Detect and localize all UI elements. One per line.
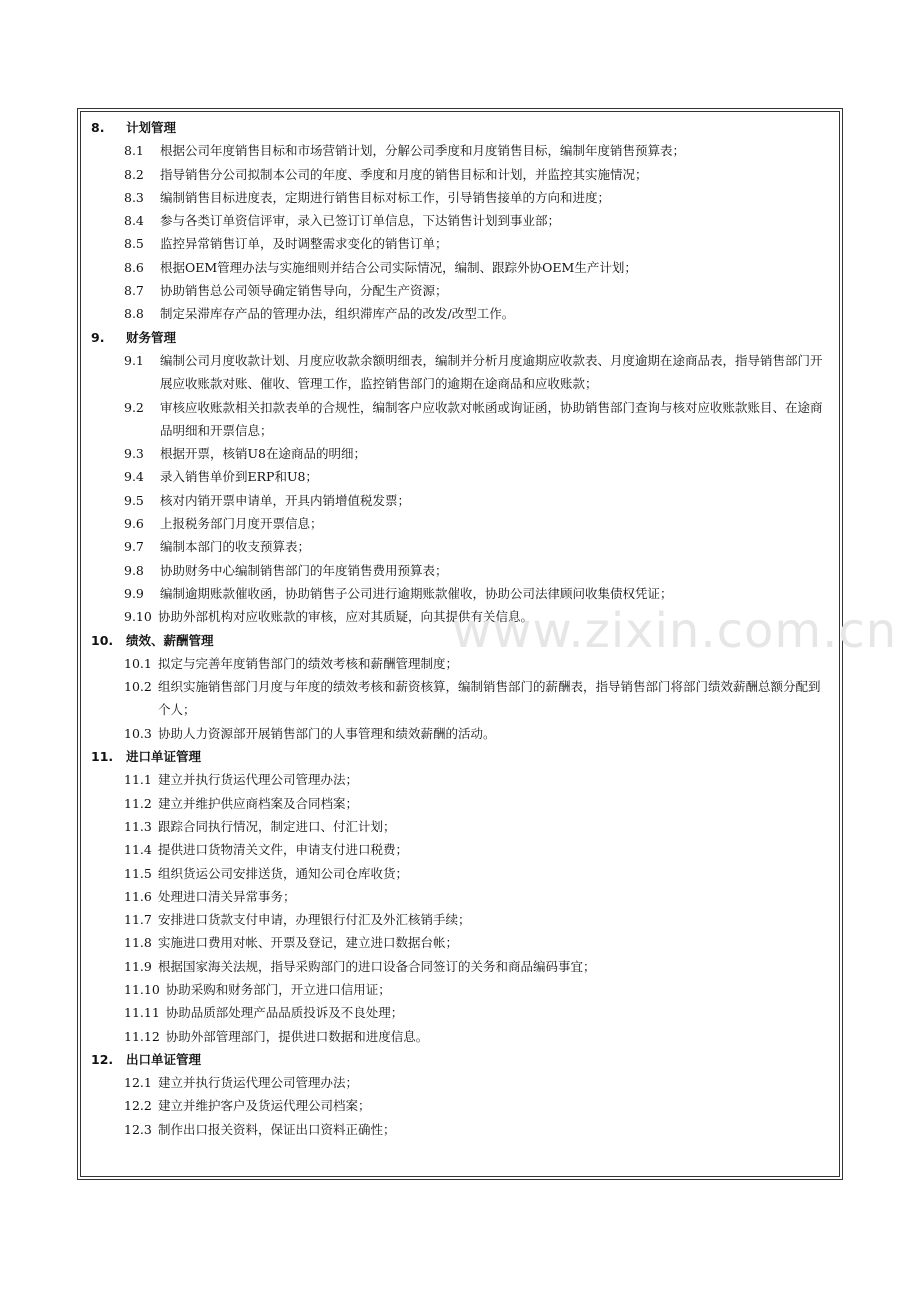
section-title: 财务管理 [126,329,177,345]
item-number: 11.8 [124,935,152,951]
item-text: 协助外部管理部门，提供进口数据和进度信息。 [165,1028,429,1044]
list-item [81,675,839,722]
item-number: 11.1 [124,772,152,788]
list-item [81,908,839,931]
item-text: 协助销售总公司领导确定销售导向，分配生产资源； [160,283,448,299]
list-item [81,559,839,582]
list-item [81,489,839,512]
item-number: 12.3 [124,1121,152,1137]
section-number: 12. [91,1051,114,1067]
list-item [81,349,839,396]
list-item [81,862,839,885]
item-text: 制定呆滞库存产品的管理办法，组织滞库产品的改发/改型工作。 [160,306,515,322]
list-item [81,535,839,558]
item-number: 8.7 [124,283,144,299]
item-number: 12.1 [124,1075,152,1091]
section-title: 出口单证管理 [126,1051,202,1067]
section-number: 11. [91,749,114,765]
list-item [81,256,839,279]
item-text: 编制销售目标进度表，定期进行销售目标对标工作，引导销售接单的方向和进度； [160,189,611,205]
item-text: 制作出口报关资料，保证出口资料正确性； [158,1121,396,1137]
list-item [81,279,839,302]
item-number: 12.2 [124,1098,152,1114]
list-item [81,605,839,628]
item-number: 11.11 [124,1005,160,1021]
item-number: 9.9 [124,585,144,601]
item-text: 建立并执行货运代理公司管理办法； [158,1075,359,1091]
list-item [81,465,839,488]
item-number: 8.8 [124,306,144,322]
item-number: 11.4 [124,842,152,858]
item-text: 编制逾期账款催收函，协助销售子公司进行逾期账款催收，协助公司法律顾问收集债权凭证； [160,585,673,601]
document-content [81,112,839,1141]
list-item [81,955,839,978]
item-text: 实施进口费用对帐、开票及登记，建立进口数据台帐； [158,935,459,951]
item-number: 10.3 [124,725,152,741]
list-item [81,582,839,605]
list-item [81,1094,839,1117]
item-text: 审核应收账款相关扣款表单的合规性，编制客户应收款对帐函或询证函，协助销售部门查询与核对应收账款账目、在途商品明细和开票信息； [160,399,823,438]
item-text: 组织货运公司安排送货，通知公司仓库收货； [158,865,409,881]
item-number: 9.2 [124,399,144,415]
list-item [81,1025,839,1048]
item-number: 9.7 [124,539,144,555]
item-number: 8.3 [124,189,144,205]
item-text: 根据OEM管理办法与实施细则并结合公司实际情况，编制、跟踪外协OEM生产计划； [160,259,637,275]
item-text: 安排进口货款支付申请，办理银行付汇及外汇核销手续； [158,912,471,928]
list-item [81,512,839,535]
list-item [81,978,839,1001]
item-number: 11.6 [124,888,152,904]
section-number: 9. [91,329,105,345]
list-item [81,442,839,465]
list-item [81,1071,839,1094]
item-text: 上报税务部门月度开票信息； [160,516,323,532]
watermark: www.zixin.com.cn [452,603,898,659]
item-number: 10.1 [124,655,152,671]
item-number: 11.5 [124,865,152,881]
document-frame [80,111,840,1177]
section-heading [81,116,839,139]
item-number: 11.7 [124,912,152,928]
item-text: 拟定与完善年度销售部门的绩效考核和薪酬管理制度； [158,655,459,671]
item-number: 8.2 [124,166,144,182]
item-number: 9.4 [124,469,144,485]
item-text: 编制公司月度收款计划、月度应收款余额明细表，编制并分析月度逾期应收款表、月度逾期在途商品表，指导销售部门开展应收账款对账、催收、管理工作，监控销售部门的逾期在途商品和应收账款； [160,352,823,392]
section-heading [81,1048,839,1071]
item-number: 9.8 [124,562,144,578]
list-item [81,931,839,954]
item-text: 组织实施销售部门月度与年度的绩效考核和薪资核算，编制销售部门的薪酬表，指导销售部门将部门绩效薪酬总额分配到个人； [158,679,821,718]
item-number: 11.10 [124,981,160,997]
section-heading [81,629,839,652]
item-text: 参与各类订单资信评审，录入已签订订单信息，下达销售计划到事业部； [160,213,561,229]
item-text: 建立并维护客户及货运代理公司档案； [158,1098,371,1114]
list-item [81,302,839,325]
list-item [81,792,839,815]
item-text: 核对内销开票申请单，开具内销增值税发票； [160,492,411,508]
section-number: 8. [91,120,105,135]
item-text: 处理进口清关异常事务； [158,888,296,904]
list-item [81,232,839,255]
item-number: 8.5 [124,236,144,252]
list-item [81,1001,839,1024]
item-number: 9.3 [124,446,144,462]
item-number: 11.9 [124,958,152,974]
item-text: 提供进口货物清关文件，申请支付进口税费； [158,842,409,858]
item-number: 9.5 [124,492,144,508]
list-item [81,815,839,838]
list-item [81,885,839,908]
section-heading [81,745,839,768]
list-item [81,722,839,745]
item-text: 协助采购和财务部门，开立进口信用证； [165,981,391,997]
item-text: 协助人力资源部开展销售部门的人事管理和绩效薪酬的活动。 [158,725,496,741]
list-item [81,1118,839,1141]
item-number: 9.6 [124,516,144,532]
item-number: 11.2 [124,795,152,811]
item-text: 协助财务中心编制销售部门的年度销售费用预算表； [160,562,448,578]
item-number: 9.1 [124,352,144,368]
section-title: 绩效、薪酬管理 [126,632,214,648]
list-item [81,186,839,209]
list-item [81,163,839,186]
section-title: 计划管理 [126,120,177,135]
list-item [81,652,839,675]
list-item [81,768,839,791]
item-number: 10.2 [124,679,152,695]
list-item [81,838,839,861]
item-text: 编制本部门的收支预算表； [160,539,311,555]
item-text: 录入销售单价到ERP和U8； [160,469,318,485]
item-number: 8.1 [124,143,144,159]
list-item [81,396,839,443]
item-number: 11.12 [124,1028,160,1044]
item-text: 协助品质部处理产品品质投诉及不良处理； [165,1005,404,1021]
item-number: 9.10 [124,609,152,625]
item-text: 监控异常销售订单，及时调整需求变化的销售订单； [160,236,448,252]
list-item [81,209,839,232]
item-number: 8.6 [124,259,144,275]
section-heading [81,326,839,349]
item-number: 11.3 [124,818,152,834]
section-number: 10. [91,632,114,648]
item-text: 指导销售分公司拟制本公司的年度、季度和月度的销售目标和计划，并监控其实施情况； [160,166,648,182]
item-text: 协助外部机构对应收账款的审核，应对其质疑，向其提供有关信息。 [158,609,534,625]
item-number: 8.4 [124,213,144,229]
item-text: 建立并执行货运代理公司管理办法； [158,772,359,788]
item-text: 根据开票，核销U8在途商品的明细； [160,446,366,462]
list-item [81,139,839,162]
item-text: 根据公司年度销售目标和市场营销计划，分解公司季度和月度销售目标，编制年度销售预算表； [160,143,686,159]
section-title: 进口单证管理 [126,749,202,765]
item-text: 建立并维护供应商档案及合同档案； [158,795,359,811]
item-text: 跟踪合同执行情况，制定进口、付汇计划； [158,818,396,834]
item-text: 根据国家海关法规，指导采购部门的进口设备合同签订的关务和商品编码事宜； [158,958,596,974]
